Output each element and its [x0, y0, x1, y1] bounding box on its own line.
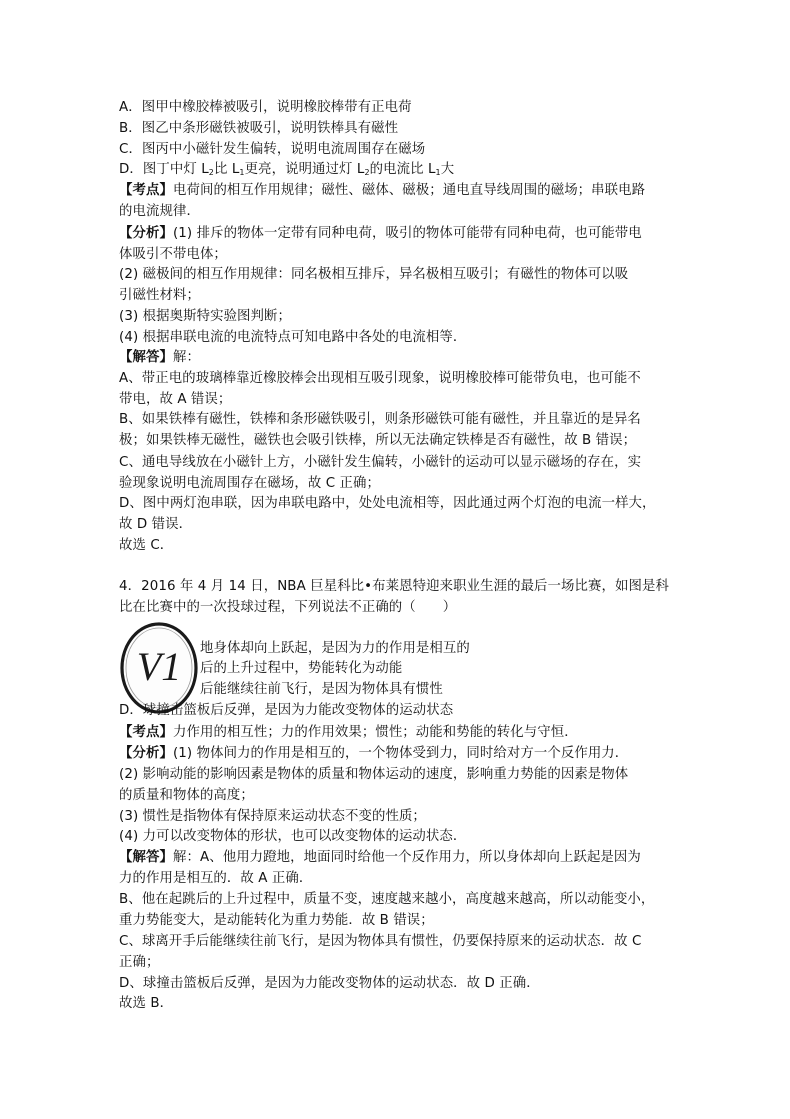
q3-jieda-line: A、带正电的玻璃棒靠近橡胶棒会出现相互吸引现象，说明橡胶棒可能带负电，也可能不	[119, 371, 641, 386]
q4-stem: 4．2016 年 4 月 14 日，NBA 巨星科比•布莱恩特迎来职业生涯的最后一场比赛，如图是科	[119, 579, 669, 594]
q3-fenxi-line: 引磁性材料；	[119, 288, 200, 303]
kaodian-tag: 【考点】	[119, 183, 173, 198]
q3-option-c: C．图丙中小磁针发生偏转，说明电流周围存在磁场	[119, 142, 426, 157]
q3-option-b: B．图乙中条形磁铁被吸引，说明铁棒具有磁性	[119, 121, 399, 136]
q4-jieda-line: B、他在起跳后的上升过程中，质量不变，速度越来越小，高度越来越高，所以动能变小，	[119, 892, 655, 907]
fenxi-tag: 【分析】	[119, 226, 173, 241]
q4-option-c-visible: 后能继续往前飞行，是因为物体具有惯性	[200, 682, 443, 697]
q4-jieda-line: 正确；	[119, 955, 160, 970]
q3-kaodian-cont: 的电流规律．	[119, 204, 200, 219]
q3-option-a: A．图甲中橡胶棒被吸引，说明橡胶棒带有正电荷	[119, 100, 412, 115]
q4-jieda-line: 重力势能变大，是动能转化为重力势能．故 B 错误；	[119, 913, 434, 928]
q4-fenxi-line: (4) 力可以改变物体的形状，也可以改变物体的运动状态．	[119, 829, 467, 844]
q3-jieda-line: 极；如果铁棒无磁性，磁铁也会吸引铁棒，所以无法确定铁棒是否有磁性，故 B 错误；	[119, 433, 637, 448]
q3-jieda: 【解答】解：	[119, 350, 200, 365]
q3-option-d: D．图丁中灯 $L_2$比 $L_1$更亮，说明通过灯 $L_2$的电流比 $L_1$大	[119, 162, 455, 177]
q4-jieda: 【解答】解：A、他用力蹬地，地面同时给他一个反作用力，所以身体却向上跃起是因为	[119, 850, 641, 865]
q3-jieda-line: 验现象说明电流周围存在磁场，故 C 正确；	[119, 476, 380, 491]
q4-option-d: D．球撞击篮板后反弹，是因为力能改变物体的运动状态	[119, 703, 454, 718]
q4-fenxi-line: 的质量和物体的高度；	[119, 788, 254, 803]
q4-fenxi: 【分析】(1) 物体间力的作用是相互的，一个物体受到力，同时给对方一个反作用力．	[119, 746, 629, 761]
q3-answer: 故选 C．	[119, 538, 174, 553]
q3-jieda-line: B、如果铁棒有磁性，铁棒和条形磁铁吸引，则条形磁铁可能有磁性，并且靠近的是异名	[119, 412, 641, 427]
q3-fenxi-line: (3) 根据奥斯特实验图判断；	[119, 309, 292, 324]
q4-option-a-visible: 地身体却向上跃起，是因为力的作用是相互的	[200, 641, 470, 656]
kaodian-tag: 【考点】	[119, 725, 173, 740]
q4-kaodian: 【考点】力作用的相互性；力的作用效果；惯性；动能和势能的转化与守恒．	[119, 725, 578, 740]
q4-option-b-visible: 后的上升过程中，势能转化为动能	[200, 661, 403, 676]
jieda-tag: 【解答】	[119, 850, 173, 865]
q4-jieda-line: C、球离开手后能继续往前飞行，是因为物体具有惯性，仍要保持原来的运动状态．故 C	[119, 934, 642, 949]
q4-fenxi-line: (2) 影响动能的影响因素是物体的质量和物体运动的速度，影响重力势能的因素是物体	[119, 767, 629, 782]
q3-jieda-line: 带电，故 A 错误；	[119, 392, 232, 407]
q3-fenxi: 【分析】(1) 排斥的物体一定带有同种电荷，吸引的物体可能带有同种电荷，也可能带电	[119, 226, 642, 241]
q3-fenxi-line: 体吸引不带电体；	[119, 247, 227, 262]
q3-fenxi-line: (4) 根据串联电流的电流特点可知电路中各处的电流相等．	[119, 330, 467, 345]
logo-text: V1	[136, 644, 182, 689]
q4-jieda-line: D、球撞击篮板后反弹，是因为力能改变物体的运动状态．故 D 正确．	[119, 976, 540, 991]
q4-answer: 故选 B．	[119, 996, 174, 1011]
q4-jieda-line: 力的作用是相互的．故 A 正确．	[119, 871, 313, 886]
q3-fenxi-line: (2) 磁极间的相互作用规律：同名极相互排斥，异名极相互吸引；有磁性的物体可以吸	[119, 267, 629, 282]
q3-jieda-line: C、通电导线放在小磁针上方，小磁针发生偏转，小磁针的运动可以显示磁场的存在，实	[119, 455, 642, 470]
fenxi-tag: 【分析】	[119, 746, 173, 761]
q3-jieda-line: D、图中两灯泡串联，因为串联电路中，处处电流相等，因此通过两个灯泡的电流一样大，	[119, 496, 656, 511]
q4-fenxi-line: (3) 惯性是指物体有保持原来运动状态不变的性质；	[119, 809, 426, 824]
q3-kaodian: 【考点】电荷间的相互作用规律；磁性、磁体、磁极；通电直导线周围的磁场；串联电路	[119, 183, 646, 198]
q3-jieda-line: 故 D 错误．	[119, 517, 193, 532]
jieda-tag: 【解答】	[119, 350, 173, 365]
q4-stem-cont: 比在比赛中的一次投球过程，下列说法不正确的（ ）	[119, 600, 457, 615]
